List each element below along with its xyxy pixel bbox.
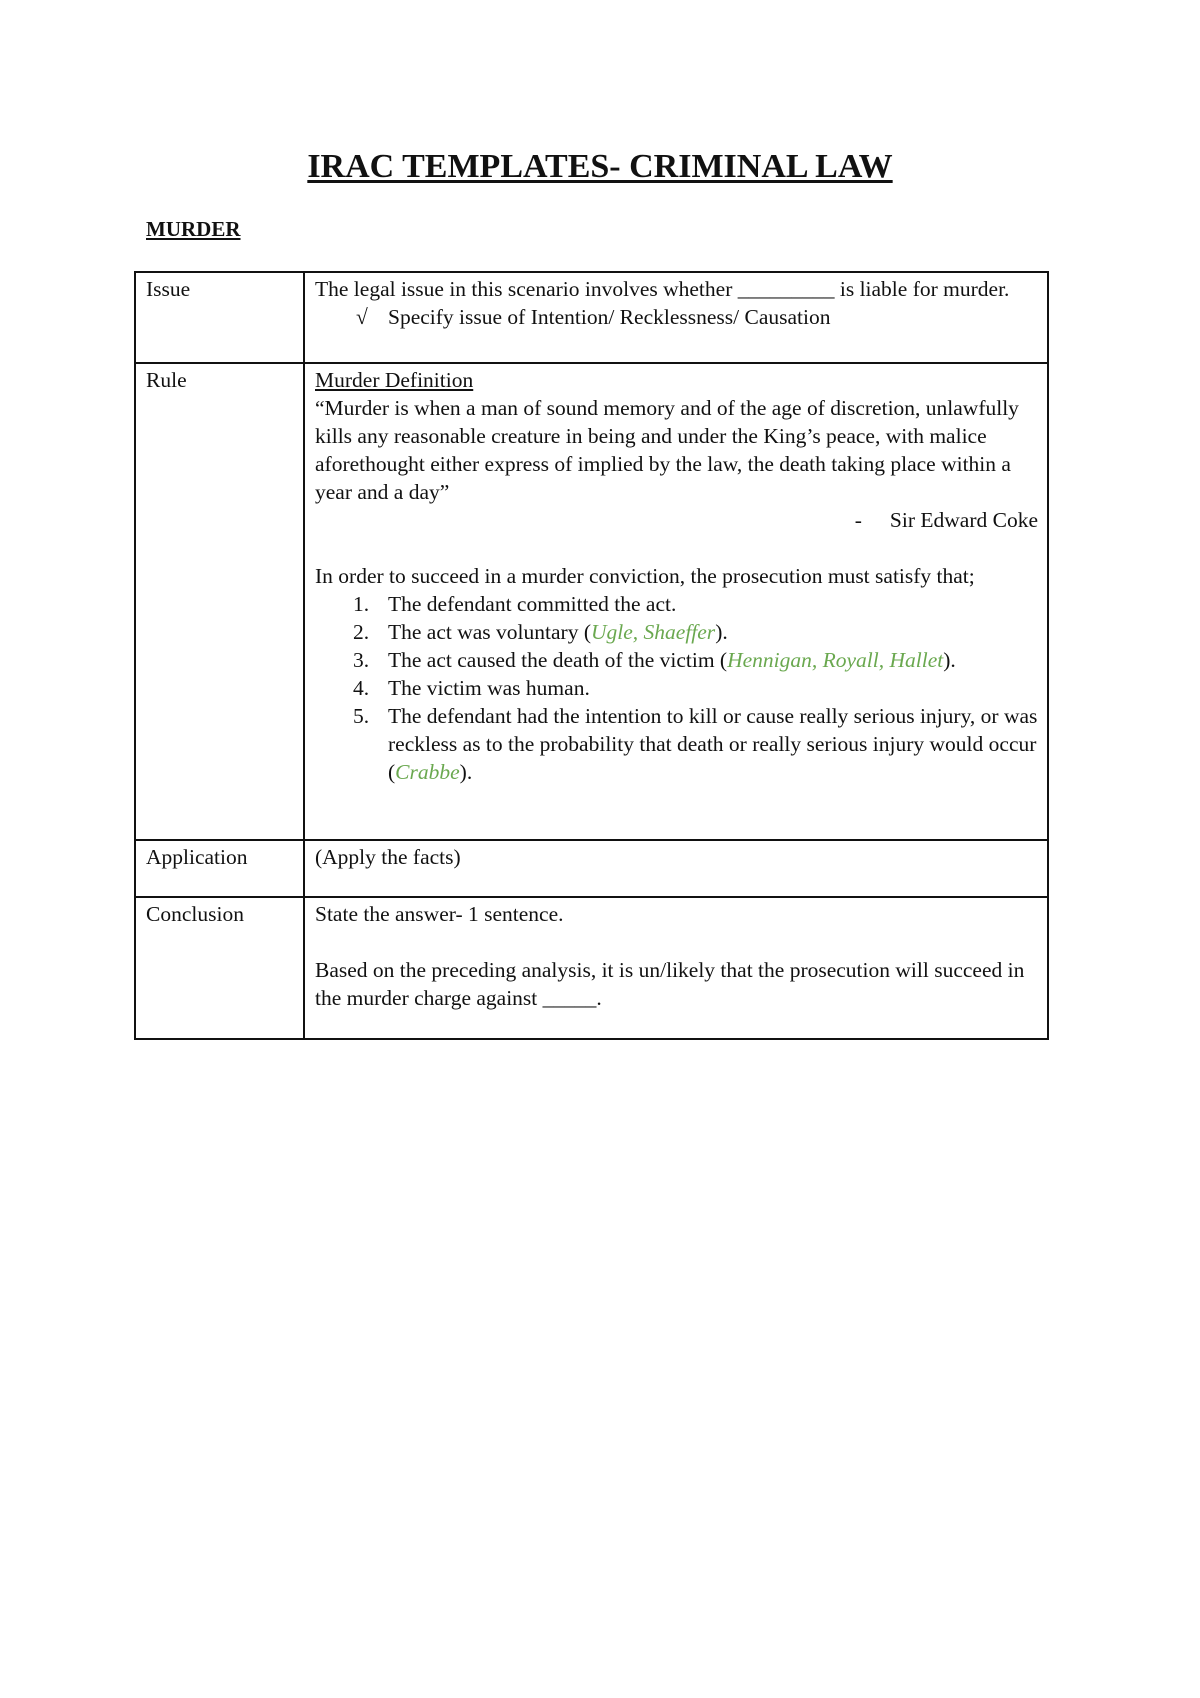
list-text: The act caused the death of the victim ( xyxy=(388,648,728,672)
list-text-after: ). xyxy=(459,760,473,784)
list-item xyxy=(315,702,1038,786)
list-text: The defendant had the intention to kill or cause really serious injury, or was reckless as to the probability that death or really serious injury would occur ( xyxy=(388,704,1038,784)
list-item xyxy=(315,618,1038,646)
page-title: IRAC TEMPLATES- CRIMINAL LAW xyxy=(307,148,893,185)
issue-row xyxy=(135,272,1048,363)
case-citation: Ugle, Shaeffer xyxy=(590,620,716,644)
rule-quote: “Murder is when a man of sound memory and of the age of discretion, unlawfully kills any reasonable creature in being and under the King’s peace, with malice aforethought either express of implied by the law, the death taking place within a year and a day” xyxy=(315,396,1019,504)
section-heading: MURDER xyxy=(146,217,241,241)
list-number: 1. xyxy=(353,592,370,616)
checkmark-icon: √ xyxy=(356,305,368,329)
list-text: The act was voluntary ( xyxy=(388,620,591,644)
issue-text: The legal issue in this scenario involves whether _________ is liable for murder. xyxy=(315,277,1010,301)
list-text: The victim was human. xyxy=(388,676,590,700)
application-content: (Apply the facts) xyxy=(304,840,1048,897)
list-text: The defendant committed the act. xyxy=(388,592,677,616)
elements-list xyxy=(315,590,1038,786)
issue-bullet xyxy=(315,303,1038,331)
application-label: Application xyxy=(135,840,304,897)
list-item xyxy=(315,674,1038,702)
spacer xyxy=(315,928,1038,956)
irac-table xyxy=(134,271,1049,1040)
conclusion-text-1: State the answer- 1 sentence. xyxy=(315,902,564,926)
issue-label: Issue xyxy=(135,272,304,363)
rule-content xyxy=(304,363,1048,840)
list-text-after: ). xyxy=(715,620,728,644)
list-number: 4. xyxy=(353,676,370,700)
attribution-dash: - xyxy=(854,508,862,532)
rule-label: Rule xyxy=(135,363,304,840)
rule-attribution xyxy=(315,506,1038,534)
case-citation: Crabbe xyxy=(395,760,460,784)
rule-heading: Murder Definition xyxy=(315,368,474,392)
conclusion-row xyxy=(135,897,1048,1039)
attribution-name: Sir Edward Coke xyxy=(889,508,1038,532)
list-number: 3. xyxy=(353,648,370,672)
rule-row xyxy=(135,363,1048,840)
list-number: 5. xyxy=(353,704,370,728)
application-row xyxy=(135,840,1048,897)
issue-bullet-text: Specify issue of Intention/ Recklessness/ Causation xyxy=(388,305,831,329)
list-number: 2. xyxy=(353,620,370,644)
case-citation: Hennigan, Royall, Hallet xyxy=(727,648,944,672)
list-item xyxy=(315,646,1038,674)
spacer xyxy=(315,534,1038,562)
conclusion-text-2: Based on the preceding analysis, it is un/likely that the prosecution will succeed in the murder charge against _____. xyxy=(315,958,1025,1010)
list-item xyxy=(315,590,1038,618)
list-text-after: ). xyxy=(943,648,956,672)
rule-intro: In order to succeed in a murder conviction, the prosecution must satisfy that; xyxy=(315,564,975,588)
issue-content xyxy=(304,272,1048,363)
conclusion-label: Conclusion xyxy=(135,897,304,1039)
conclusion-content xyxy=(304,897,1048,1039)
